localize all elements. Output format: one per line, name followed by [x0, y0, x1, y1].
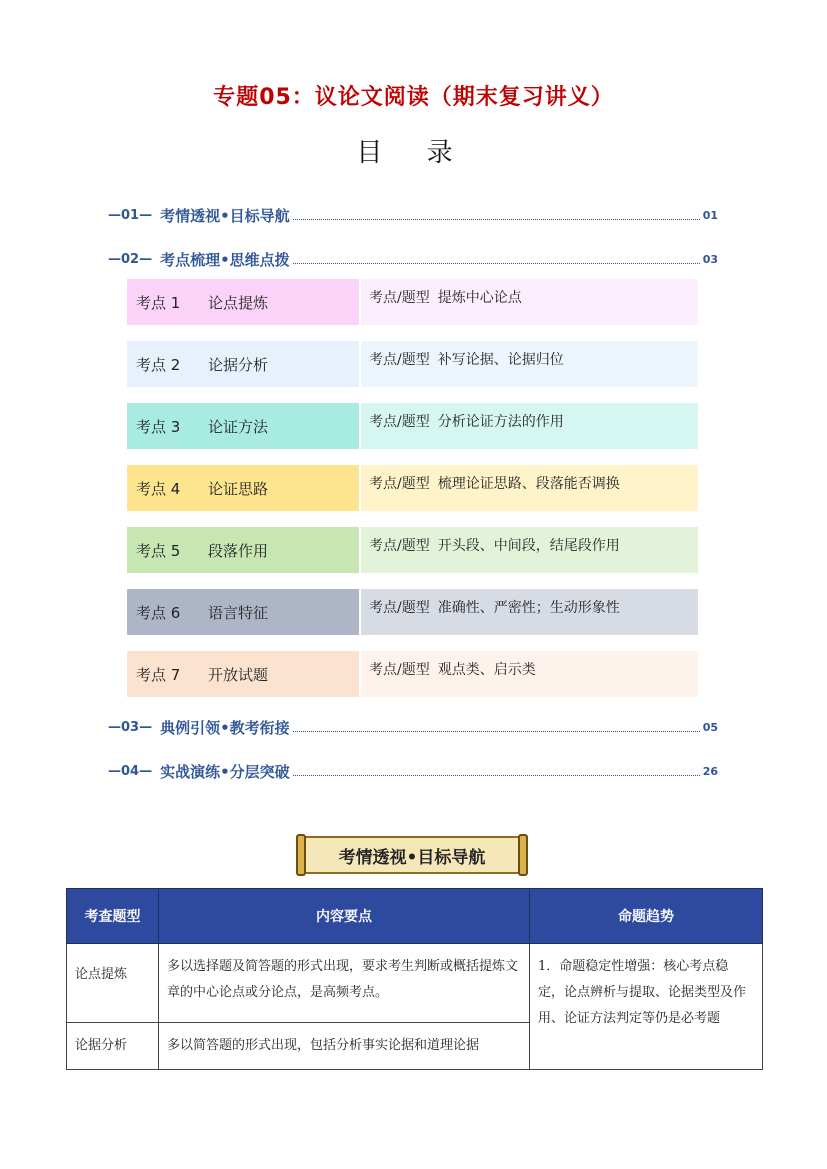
kaodian-tag: 考点/题型 — [369, 476, 430, 492]
kaodian-tag: 考点/题型 — [369, 600, 430, 616]
page-title: 专题05：议论文阅读（期末复习讲义） — [213, 85, 614, 110]
column-header: 内容要点 — [159, 889, 530, 944]
column-header: 命题趋势 — [530, 889, 763, 944]
toc-number: —01— — [108, 207, 153, 223]
toc-page-number: 05 — [702, 720, 718, 734]
kaodian-tag: 考点/题型 — [369, 662, 430, 678]
toc-number: —04— — [108, 763, 153, 779]
table-header-row — [67, 889, 763, 944]
kaodian-tag: 考点/题型 — [369, 290, 430, 306]
kaodian-number: 考点 4 — [136, 479, 181, 498]
kaodian-desc-cell — [361, 589, 698, 635]
kaodian-number: 考点 2 — [136, 355, 181, 374]
toc-label: 考点梳理•思维点拨 — [160, 250, 290, 269]
kaodian-desc: 分析论证方法的作用 — [437, 414, 564, 430]
kaodian-number: 考点 7 — [136, 665, 181, 684]
toc-item-3[interactable] — [108, 716, 718, 738]
kaodian-number: 考点 5 — [136, 541, 181, 560]
toc-label: 实战演练•分层突破 — [160, 762, 290, 781]
table-row — [67, 944, 763, 1023]
kaodian-tag: 考点/题型 — [369, 414, 430, 430]
kaodian-desc-cell — [361, 279, 698, 325]
kaodian-desc: 补写论据、论据归位 — [437, 352, 564, 368]
kaodian-desc-cell — [361, 465, 698, 511]
kaodian-name: 论证方法 — [208, 417, 269, 436]
kaodian-desc: 提炼中心论点 — [437, 290, 522, 306]
toc-number: —02— — [108, 251, 153, 267]
kaodian-label-cell — [127, 651, 359, 697]
toc-page-number: 26 — [702, 764, 718, 778]
question-type-cell: 论据分析 — [67, 1023, 159, 1070]
dotted-leader — [293, 263, 700, 264]
dotted-leader — [293, 775, 700, 776]
kaodian-desc-cell — [361, 527, 698, 573]
toc-label: 典例引领•教考衔接 — [160, 718, 290, 737]
toc-item-4[interactable] — [108, 760, 718, 782]
content-cell: 多以简答题的形式出现，包括分析事实论据和道理论据 — [159, 1023, 530, 1070]
dotted-leader — [293, 731, 700, 732]
kaodian-label-cell — [127, 341, 359, 387]
kaodian-number: 考点 6 — [136, 603, 181, 622]
kaodian-name: 论证思路 — [208, 479, 269, 498]
kaodian-desc-cell — [361, 651, 698, 697]
toc-item-1[interactable] — [108, 204, 718, 226]
kaodian-name: 论据分析 — [208, 355, 269, 374]
exam-analysis-table — [66, 888, 763, 1070]
content-cell: 多以选择题及简答题的形式出现，要求考生判断或概括提炼文章的中心论点或分论点，是高频考点。 — [159, 944, 530, 1023]
kaodian-desc-cell — [361, 341, 698, 387]
kaodian-number: 考点 3 — [136, 417, 181, 436]
question-type-cell: 论点提炼 — [67, 944, 159, 1023]
kaodian-name: 段落作用 — [208, 541, 269, 560]
kaodian-name: 语言特征 — [208, 603, 269, 622]
trend-cell: 1．命题稳定性增强：核心考点稳定，论点辨析与提取、论据类型及作用、论证方法判定等仍是必考题 — [530, 944, 763, 1070]
kaodian-label-cell — [127, 527, 359, 573]
dotted-leader — [293, 219, 700, 220]
toc-page-number: 03 — [702, 252, 718, 266]
kaodian-desc-cell — [361, 403, 698, 449]
toc-item-2[interactable] — [108, 248, 718, 270]
toc-number: —03— — [108, 719, 153, 735]
kaodian-label-cell — [127, 279, 359, 325]
toc-page-number: 01 — [702, 208, 718, 222]
kaodian-desc: 准确性、严密性；生动形象性 — [437, 600, 620, 616]
section-banner: 考情透视•目标导航 — [302, 836, 522, 874]
kaodian-name: 开放试题 — [208, 665, 269, 684]
kaodian-number: 考点 1 — [136, 293, 181, 312]
column-header: 考查题型 — [67, 889, 159, 944]
kaodian-desc: 开头段、中间段，结尾段作用 — [437, 538, 620, 554]
kaodian-table — [127, 279, 698, 713]
kaodian-row — [127, 465, 698, 511]
kaodian-label-cell — [127, 403, 359, 449]
kaodian-name: 论点提炼 — [208, 293, 269, 312]
kaodian-row — [127, 651, 698, 697]
kaodian-row — [127, 589, 698, 635]
kaodian-row — [127, 279, 698, 325]
kaodian-tag: 考点/题型 — [369, 352, 430, 368]
kaodian-row — [127, 341, 698, 387]
kaodian-label-cell — [127, 589, 359, 635]
kaodian-desc: 观点类、启示类 — [437, 662, 536, 678]
kaodian-tag: 考点/题型 — [369, 538, 430, 554]
kaodian-label-cell — [127, 465, 359, 511]
kaodian-row — [127, 527, 698, 573]
kaodian-row — [127, 403, 698, 449]
toc-heading: 目 录 — [356, 138, 471, 168]
kaodian-desc: 梳理论证思路、段落能否调换 — [437, 476, 620, 492]
toc-label: 考情透视•目标导航 — [160, 206, 290, 225]
